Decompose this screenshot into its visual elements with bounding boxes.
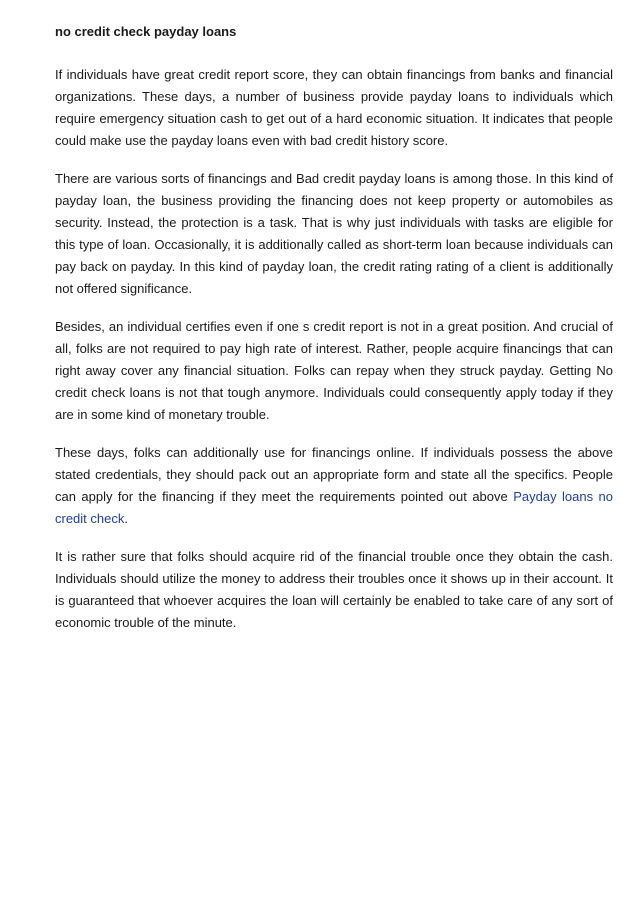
- document-title: no credit check payday loans: [55, 24, 237, 39]
- paragraph-4-after-link: .: [124, 511, 128, 526]
- payday-loans-link[interactable]: Payday loans no credit check: [55, 489, 613, 526]
- paragraph-3: Besides, an individual certifies even if one s credit report is not in a great position. And crucial of all, folks are not required to pay high rate of interest. Rather, people acquire financings that can right away cover any financial situation. Folks can repay when they struck payday. Getting No credit check loans is not that tough anymore. Individuals could consequently apply today if they are in some kind of monetary trouble.: [55, 319, 613, 422]
- paragraph-5: It is rather sure that folks should acquire rid of the financial trouble once they obtain the cash. Individuals should utilize the money to address their troubles once it shows up in their account. It is guaranteed that whoever acquires the loan will certainly be enabled to take care of any sort of economic trouble of the minute.: [55, 549, 613, 630]
- paragraph-4-text: These days, folks can additionally use for financings online. If individuals possess the above stated credentials, they should pack out an appropriate form and state all the specifics. People can apply for the financing if they meet the requirements pointed out above: [55, 445, 613, 504]
- paragraph-4: [55, 442, 613, 530]
- paragraph-2: There are various sorts of financings and Bad credit payday loans is among those. In this kind of payday loan, the business providing the financing does not keep property or automobiles as security. Instead, the protection is a task. That is why just individuals with tasks are eligible for this type of loan. Occasionally, it is additionally called as short-term loan because individuals can pay back on payday. In this kind of payday loan, the credit rating rating of a client is additionally not offered significance.: [55, 171, 613, 296]
- paragraph-1: If individuals have great credit report score, they can obtain financings from banks and financial organizations. These days, a number of business provide payday loans to individuals which require emergency situation cash to get out of a hard economic situation. It indicates that people could make use the payday loans even with bad credit history score.: [55, 67, 613, 148]
